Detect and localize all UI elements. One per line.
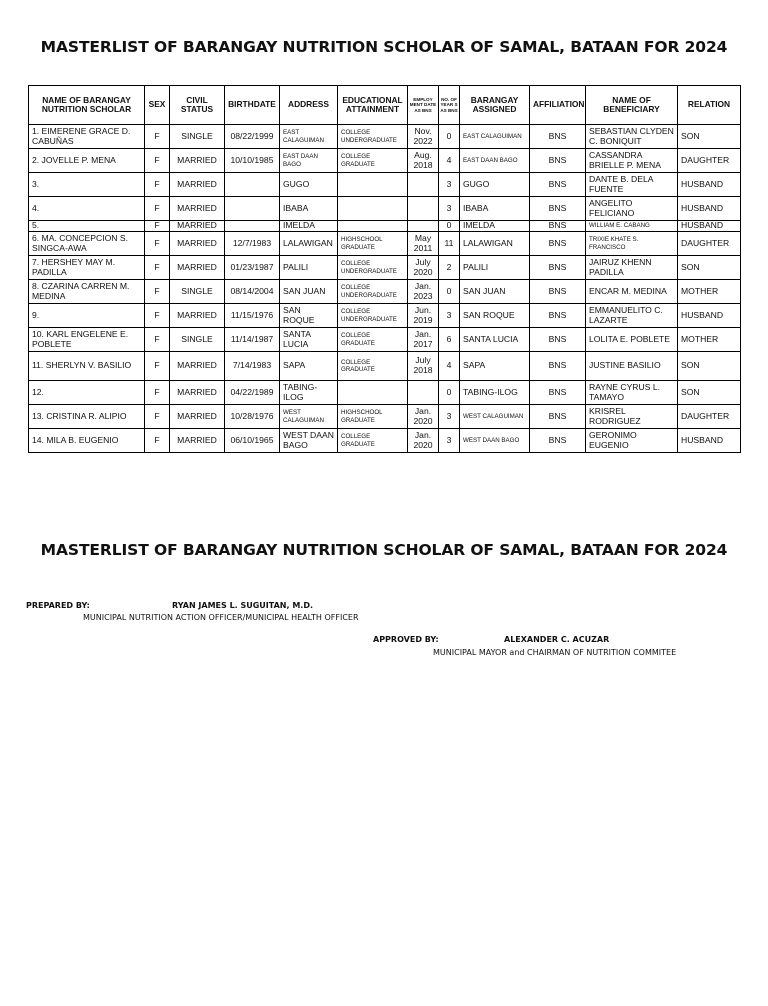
cell-educ: HIGHSCHOOL GRADUATE — [338, 405, 408, 429]
cell-civil: SINGLE — [170, 280, 225, 304]
cell-educ: COLLEGE UNDERGRADUATE — [338, 125, 408, 149]
cell-relation: SON — [678, 352, 741, 381]
cell-relation: HUSBAND — [678, 429, 741, 453]
cell-years: 0 — [439, 221, 460, 232]
cell-sex: F — [145, 381, 170, 405]
cell-birth: 12/7/1983 — [225, 232, 280, 256]
cell-educ: COLLEGE GRADUATE — [338, 429, 408, 453]
header-barangay-assigned: BARANGAY ASSIGNED — [460, 86, 530, 125]
cell-sex: F — [145, 256, 170, 280]
cell-affil: BNS — [530, 256, 586, 280]
cell-affil: BNS — [530, 280, 586, 304]
prepared-by-name: RYAN JAMES L. SUGUITAN, M.D. — [172, 601, 314, 610]
cell-educ: COLLEGE GRADUATE — [338, 352, 408, 381]
cell-sex: F — [145, 197, 170, 221]
cell-name: 5. — [29, 221, 145, 232]
cell-educ: HIGHSCHOOL GRADUATE — [338, 232, 408, 256]
cell-civil: SINGLE — [170, 125, 225, 149]
cell-benef: ENCAR M. MEDINA — [586, 280, 678, 304]
cell-employ: Jan. 2020 — [408, 429, 439, 453]
cell-years: 3 — [439, 405, 460, 429]
cell-benef: KRISREL RODRIGUEZ — [586, 405, 678, 429]
table-row — [29, 232, 741, 256]
cell-employ: July 2018 — [408, 352, 439, 381]
cell-sex: F — [145, 232, 170, 256]
cell-birth — [225, 221, 280, 232]
cell-educ: COLLEGE GRADUATE — [338, 149, 408, 173]
cell-birth: 10/10/1985 — [225, 149, 280, 173]
cell-civil: MARRIED — [170, 232, 225, 256]
cell-address: SAN ROQUE — [280, 304, 338, 328]
header-birthdate: BIRTHDATE — [225, 86, 280, 125]
scholar-table — [28, 85, 741, 453]
cell-employ: Jan. 2020 — [408, 405, 439, 429]
approved-by-position: MUNICIPAL MAYOR and CHAIRMAN OF NUTRITION COMMITEE — [433, 648, 677, 657]
cell-years: 3 — [439, 304, 460, 328]
cell-address: IMELDA — [280, 221, 338, 232]
table-row — [29, 256, 741, 280]
table-row — [29, 149, 741, 173]
cell-name: 10. KARL ENGELENE E. POBLETE — [29, 328, 145, 352]
cell-address: WEST CALAGUIMAN — [280, 405, 338, 429]
cell-barangay: SANTA LUCIA — [460, 328, 530, 352]
cell-barangay: WEST DAAN BAGO — [460, 429, 530, 453]
cell-affil: BNS — [530, 197, 586, 221]
cell-relation: MOTHER — [678, 280, 741, 304]
cell-years: 0 — [439, 125, 460, 149]
cell-sex: F — [145, 149, 170, 173]
cell-relation: DAUGHTER — [678, 405, 741, 429]
page-title: MASTERLIST OF BARANGAY NUTRITION SCHOLAR OF SAMAL, BATAAN FOR 2024 — [40, 38, 728, 56]
cell-barangay: IMELDA — [460, 221, 530, 232]
cell-benef: DANTE B. DELA FUENTE — [586, 173, 678, 197]
cell-name: 2. JOVELLE P. MENA — [29, 149, 145, 173]
cell-address: SAN JUAN — [280, 280, 338, 304]
cell-address: PALILI — [280, 256, 338, 280]
cell-civil: MARRIED — [170, 256, 225, 280]
cell-years: 3 — [439, 173, 460, 197]
cell-address: LALAWIGAN — [280, 232, 338, 256]
cell-years: 0 — [439, 381, 460, 405]
cell-years: 3 — [439, 429, 460, 453]
cell-address: SANTA LUCIA — [280, 328, 338, 352]
header-civil-status: CIVIL STATUS — [170, 86, 225, 125]
cell-barangay: LALAWIGAN — [460, 232, 530, 256]
cell-affil: BNS — [530, 125, 586, 149]
cell-educ — [338, 381, 408, 405]
cell-relation: SON — [678, 256, 741, 280]
cell-benef: ANGELITO FELICIANO — [586, 197, 678, 221]
cell-years: 4 — [439, 352, 460, 381]
cell-employ: Jan. 2017 — [408, 328, 439, 352]
cell-years: 2 — [439, 256, 460, 280]
table-row — [29, 125, 741, 149]
cell-employ: July 2020 — [408, 256, 439, 280]
cell-sex: F — [145, 405, 170, 429]
cell-civil: MARRIED — [170, 197, 225, 221]
cell-name: 6. MA. CONCEPCION S. SINGCA-AWA — [29, 232, 145, 256]
cell-name: 13. CRISTINA R. ALIPIO — [29, 405, 145, 429]
cell-relation: MOTHER — [678, 328, 741, 352]
cell-birth: 08/22/1999 — [225, 125, 280, 149]
cell-address: SAPA — [280, 352, 338, 381]
cell-civil: SINGLE — [170, 328, 225, 352]
cell-birth: 7/14/1983 — [225, 352, 280, 381]
cell-employ: Nov. 2022 — [408, 125, 439, 149]
cell-barangay: GUGO — [460, 173, 530, 197]
cell-years: 3 — [439, 197, 460, 221]
cell-address: EAST DAAN BAGO — [280, 149, 338, 173]
cell-benef: CASSANDRA BRIELLE P. MENA — [586, 149, 678, 173]
table-row — [29, 221, 741, 232]
cell-educ — [338, 173, 408, 197]
cell-birth — [225, 197, 280, 221]
cell-affil: BNS — [530, 304, 586, 328]
header-affiliation: AFFILIATION — [530, 86, 586, 125]
cell-address: WEST DAAN BAGO — [280, 429, 338, 453]
table-row — [29, 429, 741, 453]
cell-name: 4. — [29, 197, 145, 221]
cell-sex: F — [145, 280, 170, 304]
cell-affil: BNS — [530, 221, 586, 232]
cell-name: 12. — [29, 381, 145, 405]
cell-benef: EMMANUELITO C. LAZARTE — [586, 304, 678, 328]
header-relation: RELATION — [678, 86, 741, 125]
cell-barangay: SAN JUAN — [460, 280, 530, 304]
cell-benef: JUSTINE BASILIO — [586, 352, 678, 381]
cell-employ — [408, 173, 439, 197]
prepared-by-label: PREPARED BY: — [26, 601, 90, 610]
cell-sex: F — [145, 125, 170, 149]
cell-birth: 08/14/2004 — [225, 280, 280, 304]
cell-affil: BNS — [530, 149, 586, 173]
cell-employ — [408, 221, 439, 232]
cell-employ: Aug. 2018 — [408, 149, 439, 173]
cell-birth: 10/28/1976 — [225, 405, 280, 429]
cell-benef: LOLITA E. POBLETE — [586, 328, 678, 352]
cell-address: GUGO — [280, 173, 338, 197]
cell-benef: RAYNE CYRUS L. TAMAYO — [586, 381, 678, 405]
cell-civil: MARRIED — [170, 429, 225, 453]
cell-birth: 11/14/1987 — [225, 328, 280, 352]
cell-employ: Jan. 2023 — [408, 280, 439, 304]
cell-civil: MARRIED — [170, 381, 225, 405]
cell-birth: 06/10/1965 — [225, 429, 280, 453]
cell-sex: F — [145, 221, 170, 232]
cell-barangay: TABING-ILOG — [460, 381, 530, 405]
cell-sex: F — [145, 173, 170, 197]
cell-address: IBABA — [280, 197, 338, 221]
cell-name: 7. HERSHEY MAY M. PADILLA — [29, 256, 145, 280]
cell-civil: MARRIED — [170, 304, 225, 328]
cell-employ — [408, 197, 439, 221]
cell-barangay: EAST CALAGUIMAN — [460, 125, 530, 149]
table-header-row — [29, 86, 741, 125]
cell-birth: 01/23/1987 — [225, 256, 280, 280]
cell-address: TABING-ILOG — [280, 381, 338, 405]
cell-employ: May 2011 — [408, 232, 439, 256]
cell-birth — [225, 173, 280, 197]
cell-years: 0 — [439, 280, 460, 304]
cell-barangay: SAPA — [460, 352, 530, 381]
cell-years: 4 — [439, 149, 460, 173]
cell-affil: BNS — [530, 429, 586, 453]
cell-barangay: EAST DAAN BAGO — [460, 149, 530, 173]
header-employment-date: EMPLOY MENT DATE AS BNS — [408, 86, 439, 125]
cell-barangay: PALILI — [460, 256, 530, 280]
cell-years: 6 — [439, 328, 460, 352]
cell-benef: TRIXIE KHATE S. FRANCISCO — [586, 232, 678, 256]
header-address: ADDRESS — [280, 86, 338, 125]
table-row — [29, 381, 741, 405]
cell-address: EAST CALAGUIMAN — [280, 125, 338, 149]
cell-relation: HUSBAND — [678, 304, 741, 328]
cell-affil: BNS — [530, 405, 586, 429]
cell-relation: SON — [678, 125, 741, 149]
header-name: NAME OF BARANGAY NUTRITION SCHOLAR — [29, 86, 145, 125]
table-row — [29, 352, 741, 381]
cell-sex: F — [145, 352, 170, 381]
cell-relation: HUSBAND — [678, 221, 741, 232]
approved-by-name: ALEXANDER C. ACUZAR — [504, 635, 610, 644]
cell-educ: COLLEGE GRADUATE — [338, 328, 408, 352]
cell-name: 8. CZARINA CARREN M. MEDINA — [29, 280, 145, 304]
prepared-by-position: MUNICIPAL NUTRITION ACTION OFFICER/MUNICIPAL HEALTH OFFICER — [83, 613, 359, 622]
cell-relation: SON — [678, 381, 741, 405]
table-row — [29, 173, 741, 197]
cell-sex: F — [145, 328, 170, 352]
cell-affil: BNS — [530, 352, 586, 381]
page-title-repeat: MASTERLIST OF BARANGAY NUTRITION SCHOLAR OF SAMAL, BATAAN FOR 2024 — [40, 541, 728, 559]
table-row — [29, 405, 741, 429]
cell-civil: MARRIED — [170, 405, 225, 429]
cell-affil: BNS — [530, 381, 586, 405]
cell-years: 11 — [439, 232, 460, 256]
cell-educ: COLLEGE UNDERGRADUATE — [338, 256, 408, 280]
cell-name: 1. EIMERENE GRACE D. CABUÑAS — [29, 125, 145, 149]
cell-name: 14. MILA B. EUGENIO — [29, 429, 145, 453]
cell-barangay: IBABA — [460, 197, 530, 221]
cell-civil: MARRIED — [170, 352, 225, 381]
cell-relation: DAUGHTER — [678, 149, 741, 173]
cell-birth: 04/22/1989 — [225, 381, 280, 405]
header-beneficiary: NAME OF BENEFICIARY — [586, 86, 678, 125]
cell-affil: BNS — [530, 328, 586, 352]
cell-educ: COLLEGE UNDERGRADUATE — [338, 280, 408, 304]
cell-benef: SEBASTIAN CLYDEN C. BONIQUIT — [586, 125, 678, 149]
cell-name: 9. — [29, 304, 145, 328]
cell-benef: JAIRUZ KHENN PADILLA — [586, 256, 678, 280]
table-row — [29, 304, 741, 328]
header-sex: SEX — [145, 86, 170, 125]
cell-relation: HUSBAND — [678, 197, 741, 221]
cell-civil: MARRIED — [170, 173, 225, 197]
cell-name: 3. — [29, 173, 145, 197]
cell-educ: COLLEGE UNDERGRADUATE — [338, 304, 408, 328]
approved-by-label: APPROVED BY: — [373, 635, 439, 644]
cell-educ — [338, 221, 408, 232]
cell-civil: MARRIED — [170, 149, 225, 173]
cell-civil: MARRIED — [170, 221, 225, 232]
header-educational-attainment: EDUCATIONAL ATTAINMENT — [338, 86, 408, 125]
cell-sex: F — [145, 429, 170, 453]
cell-relation: HUSBAND — [678, 173, 741, 197]
cell-employ — [408, 381, 439, 405]
header-years-as-bns: NO. OF YEAR S AS BNS — [439, 86, 460, 125]
cell-barangay: WEST CALAGUIMAN — [460, 405, 530, 429]
cell-employ: Jun. 2019 — [408, 304, 439, 328]
cell-relation: DAUGHTER — [678, 232, 741, 256]
cell-barangay: SAN ROQUE — [460, 304, 530, 328]
table-row — [29, 328, 741, 352]
cell-educ — [338, 197, 408, 221]
table-row — [29, 197, 741, 221]
cell-benef: WILLIAM E. CABANG — [586, 221, 678, 232]
cell-affil: BNS — [530, 173, 586, 197]
table-row — [29, 280, 741, 304]
cell-sex: F — [145, 304, 170, 328]
cell-affil: BNS — [530, 232, 586, 256]
cell-benef: GERONIMO EUGENIO — [586, 429, 678, 453]
cell-birth: 11/15/1976 — [225, 304, 280, 328]
cell-name: 11. SHERLYN V. BASILIO — [29, 352, 145, 381]
